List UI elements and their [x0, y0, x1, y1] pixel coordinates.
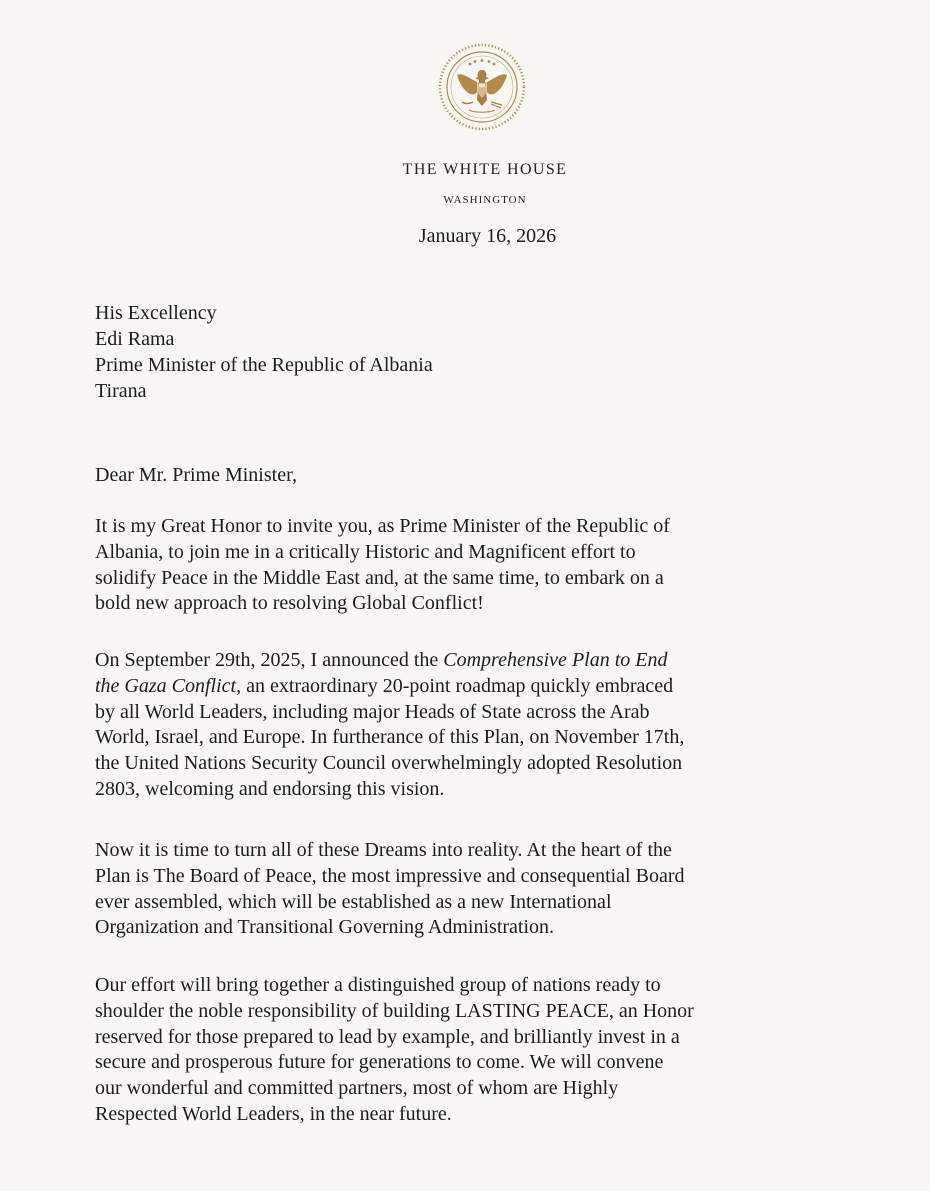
paragraph-line: Organization and Transitional Governing Administration.	[95, 916, 555, 939]
presidential-seal-icon	[437, 42, 527, 132]
paragraph-line: by all World Leaders, including major Heads of State across the Arab	[95, 700, 650, 723]
paragraph-line	[95, 648, 865, 674]
paragraph-3	[95, 838, 865, 941]
salutation: Dear Mr. Prime Minister,	[95, 464, 297, 486]
letterhead-subtitle: WASHINGTON	[443, 194, 527, 206]
paragraph-line: ever assembled, which will be established as a new International	[95, 890, 612, 913]
paragraph-line: shoulder the noble responsibility of building LASTING PEACE, an Honor	[95, 999, 694, 1022]
paragraph-line: Plan is The Board of Peace, the most impressive and consequential Board	[95, 864, 685, 887]
addressee-line: Prime Minister of the Republic of Albania	[95, 354, 433, 376]
paragraph-line: our wonderful and committed partners, most of whom are Highly	[95, 1077, 619, 1100]
paragraph-line: Our effort will bring together a distinguished group of nations ready to	[95, 974, 661, 996]
paragraph-line: secure and prosperous future for generations to come. We will convene	[95, 1051, 664, 1074]
paragraph-2	[95, 648, 865, 803]
paragraph-line: Albania, to join me in a critically Historic and Magnificent effort to	[95, 540, 636, 563]
text-run: , an extraordinary 20-point roadmap quickly embraced	[236, 674, 674, 697]
paragraph-line: bold new approach to resolving Global Conflict!	[95, 592, 484, 615]
plan-title-italic: Comprehensive Plan to End	[443, 649, 668, 671]
paragraph-line: It is my Great Honor to invite you, as Prime Minister of the Republic of	[95, 515, 670, 537]
paragraph-line: World, Israel, and Europe. In furtherance of this Plan, on November 17th,	[95, 726, 685, 749]
text-run: On September 29th, 2025, I announced the	[95, 649, 444, 671]
paragraph-line: Now it is time to turn all of these Dreams into reality. At the heart of the	[95, 839, 672, 861]
paragraph-line: solidify Peace in the Middle East and, at the same time, to embark on a	[95, 566, 664, 589]
addressee-line: Edi Rama	[95, 328, 175, 350]
paragraph-line: the United Nations Security Council overwhelmingly adopted Resolution	[95, 752, 683, 775]
letter-date: January 16, 2026	[418, 225, 557, 247]
paragraph-line: reserved for those prepared to lead by example, and brilliantly invest in a	[95, 1025, 680, 1048]
addressee-line: His Excellency	[95, 302, 217, 324]
paragraph-line: Respected World Leaders, in the near future.	[95, 1102, 452, 1125]
addressee-block	[95, 300, 433, 404]
letterhead-title: THE WHITE HOUSE	[402, 161, 568, 178]
addressee-line: Tirana	[95, 380, 147, 402]
paragraph-line: 2803, welcoming and endorsing this vision.	[95, 777, 445, 800]
paragraph-1	[95, 514, 865, 617]
paragraph-line	[95, 674, 865, 700]
paragraph-4	[95, 973, 865, 1128]
plan-title-italic: the Gaza Conflict	[95, 674, 237, 697]
